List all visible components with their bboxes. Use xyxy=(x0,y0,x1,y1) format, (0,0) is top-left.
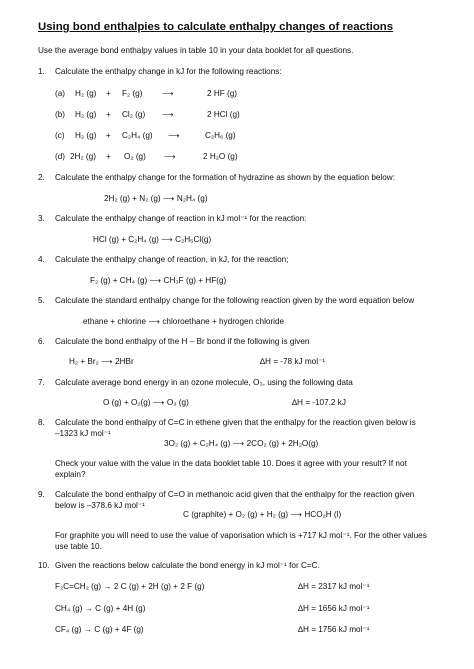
q6-enthalpy: ∆H = -78 kJ mol⁻¹ xyxy=(260,357,326,366)
q1a-reactant2: F₂ (g) xyxy=(122,89,143,98)
q1d-arrow: ⟶ xyxy=(164,152,176,161)
q2-text: Calculate the enthalpy change for the formation of hydrazine as shown by the equation below: xyxy=(55,173,395,182)
q6-text: Calculate the bond enthalpy of the H – Br bond if the following is given xyxy=(55,337,310,346)
q7-text: Calculate average bond energy in an ozone molecule, O₃, using the following data xyxy=(55,378,353,387)
q1a-label: (a) xyxy=(55,89,66,98)
q8-text-line1: Calculate the bond enthalpy of C=C in ethene given that the enthalpy for the reaction given below is xyxy=(55,418,416,427)
q10-enthalpy-1: ∆H = 2317 kJ mol⁻¹ xyxy=(298,582,370,591)
q1c-reactant2: C₂H₄ (g) xyxy=(122,131,153,140)
q9-text-line1: Calculate the bond enthalpy of C=O in methanoic acid given that the enthalpy for the reaction given xyxy=(55,490,415,499)
q10-reaction-1: F₂C=CH₂ (g) → 2 C (g) + 2H (g) + 2 F (g) xyxy=(55,582,205,591)
q4-text: Calculate the enthalpy change of reaction, in kJ, for the reaction; xyxy=(55,255,289,264)
q1c-plus: + xyxy=(106,131,111,140)
q10-number: 10. xyxy=(38,561,50,570)
q1c-product: C₂H₆ (g) xyxy=(205,131,236,140)
q7-equation: O (g) + O₂(g) ⟶ O₃ (g) xyxy=(103,398,189,407)
q7-enthalpy: ∆H = -107.2 kJ xyxy=(292,398,346,407)
q6-equation: H₂ + Br₂ ⟶ 2HBr xyxy=(69,357,134,366)
q10-reaction-2: CH₄ (g) → C (g) + 4H (g) xyxy=(55,604,146,613)
q1d-product: 2 H₂O (g) xyxy=(203,152,238,161)
q1b-label: (b) xyxy=(55,110,66,119)
q1c-label: (c) xyxy=(55,131,65,140)
q1d-reactant2: O₂ (g) xyxy=(124,152,146,161)
q1a-reactant1: H₂ (g) xyxy=(75,89,97,98)
q2-number: 2. xyxy=(38,173,45,182)
q8-equation: 3O₂ (g) + C₂H₄ (g) ⟶ 2CO₂ (g) + 2H₂O(g) xyxy=(164,439,319,448)
q9-equation: C (graphite) + O₂ (g) + H₂ (g) ⟶ HCO₂H (l) xyxy=(183,510,342,519)
q8-note-line1: Check your value with the value in the data booklet table 10. Does it agree with your result? If not xyxy=(55,459,407,468)
q4-equation: F₂ (g) + CH₄ (g) ⟶ CH₃F (g) + HF(g) xyxy=(90,276,227,285)
q8-text-line2: –1323 kJ mol⁻¹ xyxy=(55,429,111,438)
q1a-arrow: ⟶ xyxy=(162,89,174,98)
q1c-reactant1: H₂ (g) xyxy=(75,131,97,140)
q2-equation: 2H₂ (g) + N₂ (g) ⟶ N₂H₄ (g) xyxy=(104,194,208,203)
q3-text: Calculate the enthalpy change of reaction in kJ mol⁻¹ for the reaction: xyxy=(55,214,307,223)
q1a-plus: + xyxy=(106,89,111,98)
q3-number: 3. xyxy=(38,214,45,223)
q9-note-line1: For graphite you will need to use the value of vaporisation which is +717 kJ mol⁻¹. For the other values xyxy=(55,531,427,540)
q9-text-line2: below is –378.6 kJ mol⁻¹ xyxy=(55,501,145,510)
q5-equation: ethane + chlorine ⟶ chloroethane + hydrogen chloride xyxy=(83,317,285,326)
intro-text: Use the average bond enthalpy values in table 10 in your data booklet for all questions. xyxy=(38,46,354,55)
page-title: Using bond enthalpies to calculate enthalpy changes of reactions xyxy=(38,21,394,33)
q1d-plus: + xyxy=(106,152,111,161)
q3-equation: HCl (g) + C₂H₄ (g) ⟶ C₂H₅Cl(g) xyxy=(93,235,212,244)
q10-enthalpy-3: ∆H = 1756 kJ mol⁻¹ xyxy=(298,625,370,634)
q1d-label: (d) xyxy=(55,152,66,161)
q5-number: 5. xyxy=(38,296,45,305)
q1a-product: 2 HF (g) xyxy=(207,89,238,98)
q1b-reactant2: Cl₂ (g) xyxy=(122,110,146,119)
q1-text: Calculate the enthalpy change in kJ for the following reactions: xyxy=(55,67,282,76)
q7-number: 7. xyxy=(38,378,45,387)
q10-enthalpy-2: ∆H = 1656 kJ mol⁻¹ xyxy=(298,604,370,613)
q8-number: 8. xyxy=(38,418,45,427)
q1b-arrow: ⟶ xyxy=(162,110,174,119)
q10-reaction-3: CF₄ (g) → C (g) + 4F (g) xyxy=(55,625,144,634)
q5-text: Calculate the standard enthalpy change for the following reaction given by the word equation below xyxy=(55,296,415,305)
q10-text: Given the reactions below calculate the bond energy in kJ mol⁻¹ for C=C. xyxy=(55,561,320,570)
q6-number: 6. xyxy=(38,337,45,346)
q4-number: 4. xyxy=(38,255,45,264)
q1c-arrow: ⟶ xyxy=(168,131,180,140)
q1b-reactant1: H₂ (g) xyxy=(75,110,97,119)
q9-note-line2: use table 10. xyxy=(55,542,102,551)
q1b-product: 2 HCl (g) xyxy=(207,110,240,119)
q1-number: 1. xyxy=(38,67,45,76)
q1d-reactant1: 2H₂ (g) xyxy=(70,152,96,161)
q9-number: 9. xyxy=(38,490,45,499)
q8-note-line2: explain? xyxy=(55,470,86,479)
q1b-plus: + xyxy=(106,110,111,119)
